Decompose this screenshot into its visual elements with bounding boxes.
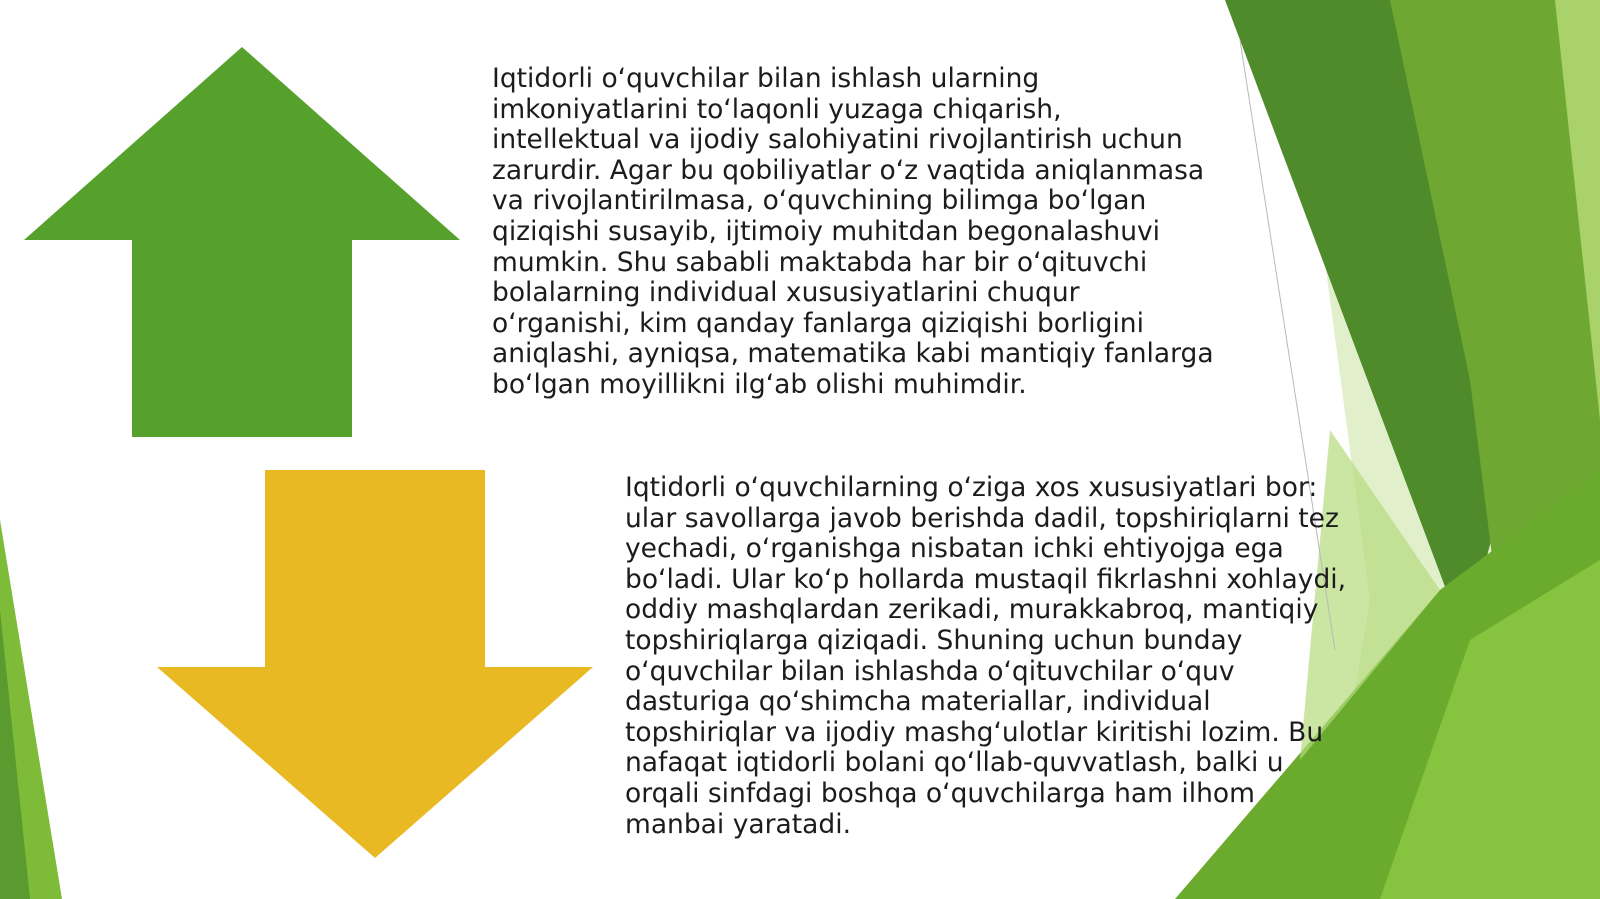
- arrow-up-icon: [24, 47, 460, 437]
- paragraph-bottom: Iqtidorli o‘quvchilarning o‘ziga xos xususiyatlari bor: ular savollarga javob berishda dadil, topshiriqlarni tez yechadi, o‘rganishga nisbatan ichki ehtiyojga ega bo‘ladi. Ular ko‘p hollarda mustaqil fikrlashni xohlaydi, oddiy mashqlardan zerikadi, murakkabroq, mantiqiy topshiriqlarga qiziqadi. Shuning uchun bunday o‘quvchilar bilan ishlashda o‘qituvchilar o‘quv dasturiga qo‘shimcha materiallar, individual topshiriqlar va ijodiy mashg‘ulotlar kiritishi lozim. Bu nafaqat iqtidorli bolani qo‘llab-quvvatlash, balki u orqali sinfdagi boshqa o‘quvchilarga ham ilhom manbai yaratadi.: [625, 472, 1347, 840]
- paragraph-top: Iqtidorli o‘quvchilar bilan ishlash ularning imkoniyatlarini to‘laqonli yuzaga chiqarish, intellektual va ijodiy salohiyatini rivojlantirish uchun zarurdir. Agar bu qobiliyatlar o‘z vaqtida aniqlanmasa va rivojlantirilmasa, o‘quvchining bilimga bo‘lgan qiziqishi susayib, ijtimoiy muhitdan begonalashuvi mumkin. Shu sababli maktabda har bir o‘qituvchi bolalarning individual xususiyatlarini chuqur o‘rganishi, kim qanday fanlarga qiziqishi borligini aniqlashi, ayniqsa, matematika kabi mantiqiy fanlarga bo‘lgan moyillikni ilg‘ab olishi muhimdir.: [492, 63, 1214, 400]
- arrow-down-shape: [157, 470, 593, 858]
- arrow-down-icon: [157, 470, 593, 858]
- arrow-up-shape: [24, 47, 460, 437]
